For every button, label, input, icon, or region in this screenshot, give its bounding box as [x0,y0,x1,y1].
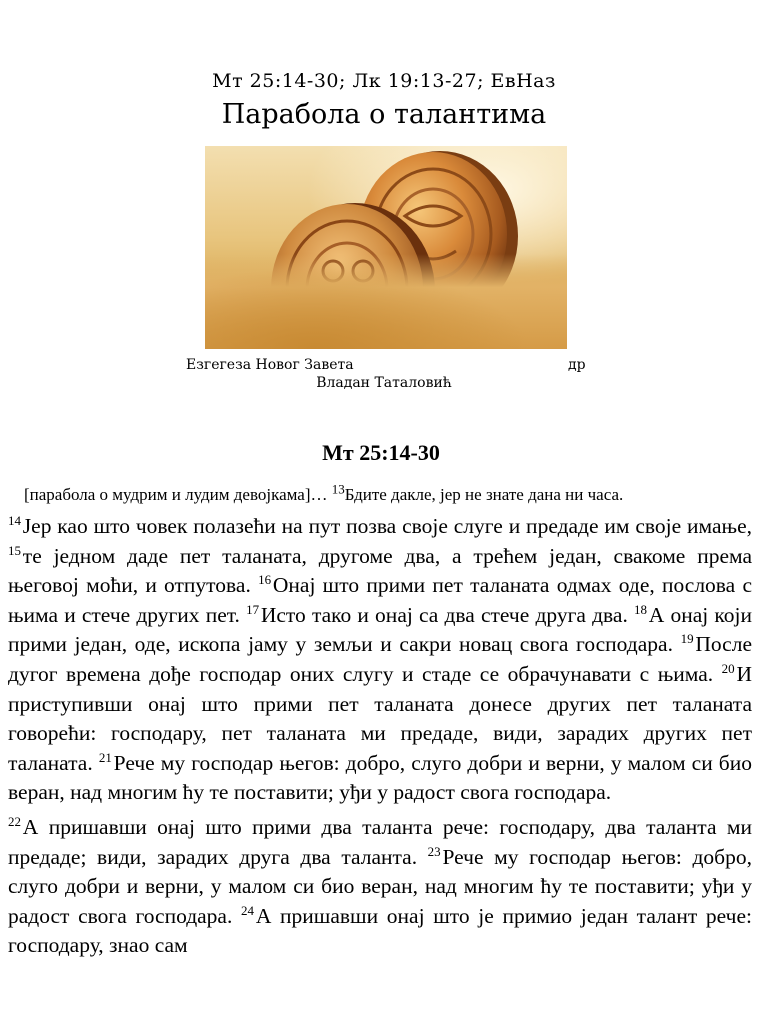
verse-text: Онај што прими пет таланата одмах оде, послова с њима и стече других пет. [8,573,752,627]
section-heading: Мт 25:14-30 [322,440,440,465]
verse-text: После дугог времена дође господар оних слугу и стаде се обрачунавати с њима. [8,632,752,686]
verse-text: те једном даде пет таланата, другоме два, а трећем један, свакоме према његовој моћи, и отпутова. [8,543,752,598]
verse-text: Јер као што човек полазећи на пут позва своје слуге и предаде им своје имање, [22,514,752,538]
paragraph [8,813,752,961]
sand [205,254,567,349]
verse-number: 21 [98,749,112,765]
verse-number: 14 [8,512,21,528]
verse-number: 19 [680,631,694,647]
image-caption-source: Езгегеза Новог Завета [186,357,354,373]
verse-number: 18 [634,601,647,617]
verse-text: И приступивши онај што прими пет таланата донесе других пет таланата говорећи: господару, пет таланата ми предаде, види, зарадих других пет таланата. [8,661,752,775]
verse-number: 22 [8,813,21,829]
verse-text: Исто тако и онај са два стече друга два. [260,602,634,627]
page-title: Парабола о талантима [221,99,547,130]
verse-text: А онај који прими један, оде, ископа јаму у земљи и сакри новац свога господара. [8,602,752,657]
image-caption-author-name: Владан Таталовић [316,375,452,391]
scripture-reference: Мт 25:14-30; Лк 19:13-27; ЕвНаз [212,70,556,92]
verse-number: 24 [241,902,255,918]
intro-line [24,481,754,506]
gold-coins-in-sand-image [205,146,567,349]
verse-number: 13 [331,481,345,497]
verse-text: Рече му господар његов: добро, слуго добри и верни, у малом си био веран, над многим ћу те поставити; уђи у радост свога господара. [8,750,752,805]
verse-text: Бдите дакле, јер не знате дана ни часа. [344,485,624,504]
paragraph [8,512,752,808]
intro-text: [парабола о мудрим и лудим девојкама]… [24,485,332,504]
verse-text: А пришавши онај што је примио један талант рече: господару, знао сам [8,903,752,958]
verse-number: 15 [8,542,21,558]
verse-number: 16 [258,572,272,588]
verse-text: Рече му господар његов: добро, слуго добри и верни, у малом си био веран, над многим ћу те поставити; уђи у радост свога господара. [8,844,752,928]
verse-number: 23 [427,843,441,859]
verse-number: 20 [721,660,735,676]
verse-number: 17 [246,601,260,617]
image-caption-author-prefix: др [568,357,586,373]
verse-text: А пришавши онај што прими два таланта рече: господару, два таланта ми предаде; види, зарадих друга два таланта. [8,814,752,869]
scripture-body [8,512,752,966]
